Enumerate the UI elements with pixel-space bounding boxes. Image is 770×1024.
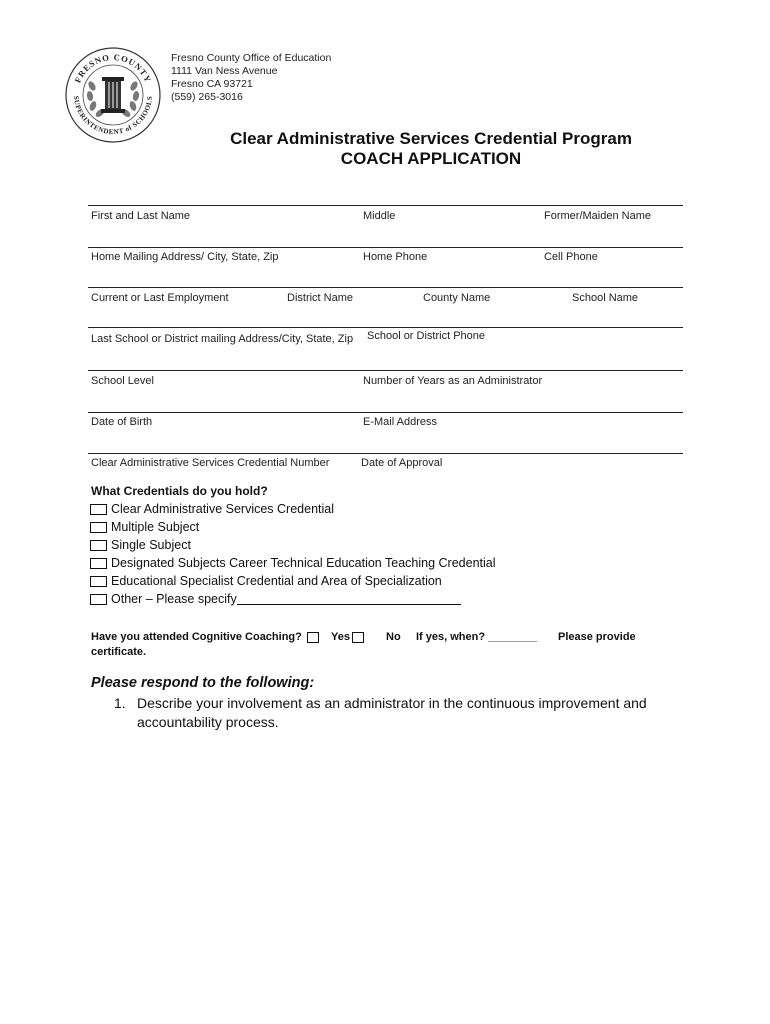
checkbox[interactable]	[90, 558, 107, 569]
title-line-1: Clear Administrative Services Credential Program	[230, 129, 632, 148]
credentials-heading: What Credentials do you hold?	[91, 484, 268, 498]
credential-option	[90, 556, 496, 571]
checkbox[interactable]	[90, 576, 107, 587]
no-label: No	[386, 631, 401, 643]
credential-option-label: Educational Specialist Credential and Area of Specialization	[111, 574, 442, 588]
district-name-label: District Name	[287, 292, 354, 304]
office-phone: (559) 265-3016	[171, 91, 243, 103]
field-rule	[88, 287, 683, 288]
credential-option	[90, 502, 334, 517]
credential-option-label: Multiple Subject	[111, 520, 200, 534]
checkbox[interactable]	[90, 504, 107, 515]
credential-option	[90, 520, 199, 535]
dob-label: Date of Birth	[91, 416, 153, 428]
field-rule	[88, 205, 683, 206]
question-1-text: Describe your involvement as an administrator in the continuous improvement and accountability process.	[137, 695, 647, 730]
checkbox[interactable]	[90, 594, 107, 605]
seal-top-text: FRESNO COUNTY	[72, 51, 154, 85]
document-title	[0, 129, 770, 169]
title-line-2: COACH APPLICATION	[340, 149, 522, 168]
question-1-number: 1.	[114, 695, 126, 711]
school-address-label: Last School or District mailing Address/City, State, Zip	[91, 333, 354, 345]
cell-phone-label: Cell Phone	[544, 251, 598, 263]
school-phone-label: School or District Phone	[367, 330, 485, 342]
former-name-label: Former/Maiden Name	[544, 210, 651, 222]
credential-option-label: Other – Please specify	[111, 592, 237, 606]
email-label: E-Mail Address	[363, 416, 437, 428]
credential-option-label: Clear Administrative Services Credential	[111, 502, 335, 516]
school-name-label: School Name	[572, 292, 639, 304]
field-rule	[88, 412, 683, 413]
home-phone-label: Home Phone	[363, 251, 428, 263]
respond-heading: Please respond to the following:	[91, 675, 315, 691]
other-specify-line[interactable]	[237, 592, 461, 605]
cognitive-question-text: Have you attended Cognitive Coaching?	[91, 631, 302, 643]
school-level-label: School Level	[91, 375, 154, 387]
credential-option	[90, 538, 191, 553]
middle-name-label: Middle	[363, 210, 396, 222]
home-address-label: Home Mailing Address/ City, State, Zip	[91, 251, 279, 263]
checkbox[interactable]	[90, 540, 107, 551]
if-yes-when-label: If yes, when? ________	[416, 631, 538, 643]
first-last-name-label: First and Last Name	[91, 210, 191, 222]
city-state-zip: Fresno CA 93721	[171, 78, 253, 90]
credential-option-label: Single Subject	[111, 538, 191, 552]
county-name-label: County Name	[423, 292, 491, 304]
checkbox-no[interactable]	[352, 631, 366, 646]
please-provide-label: Please provide	[558, 631, 636, 643]
credential-number-label: Clear Administrative Services Credential Number	[91, 457, 330, 469]
office-address	[171, 52, 331, 104]
certificate-label: certificate.	[91, 646, 147, 658]
seal-bottom-text: SUPERINTENDENT of SCHOOLS	[71, 95, 155, 137]
credential-option	[90, 592, 461, 607]
employment-label: Current or Last Employment	[91, 292, 229, 304]
date-approval-label: Date of Approval	[361, 457, 443, 469]
field-rule	[88, 453, 683, 454]
credential-option	[90, 574, 442, 589]
years-admin-label: Number of Years as an Administrator	[363, 375, 543, 387]
yes-label: Yes	[331, 631, 350, 643]
credential-option-label: Designated Subjects Career Technical Education Teaching Credential	[111, 556, 496, 570]
street-address: 1111 Van Ness Avenue	[171, 65, 278, 77]
field-rule	[88, 247, 683, 248]
field-rule	[88, 327, 683, 328]
checkbox[interactable]	[90, 522, 107, 533]
field-rule	[88, 370, 683, 371]
org-name: Fresno County Office of Education	[171, 52, 332, 64]
checkbox-yes[interactable]	[307, 631, 321, 646]
